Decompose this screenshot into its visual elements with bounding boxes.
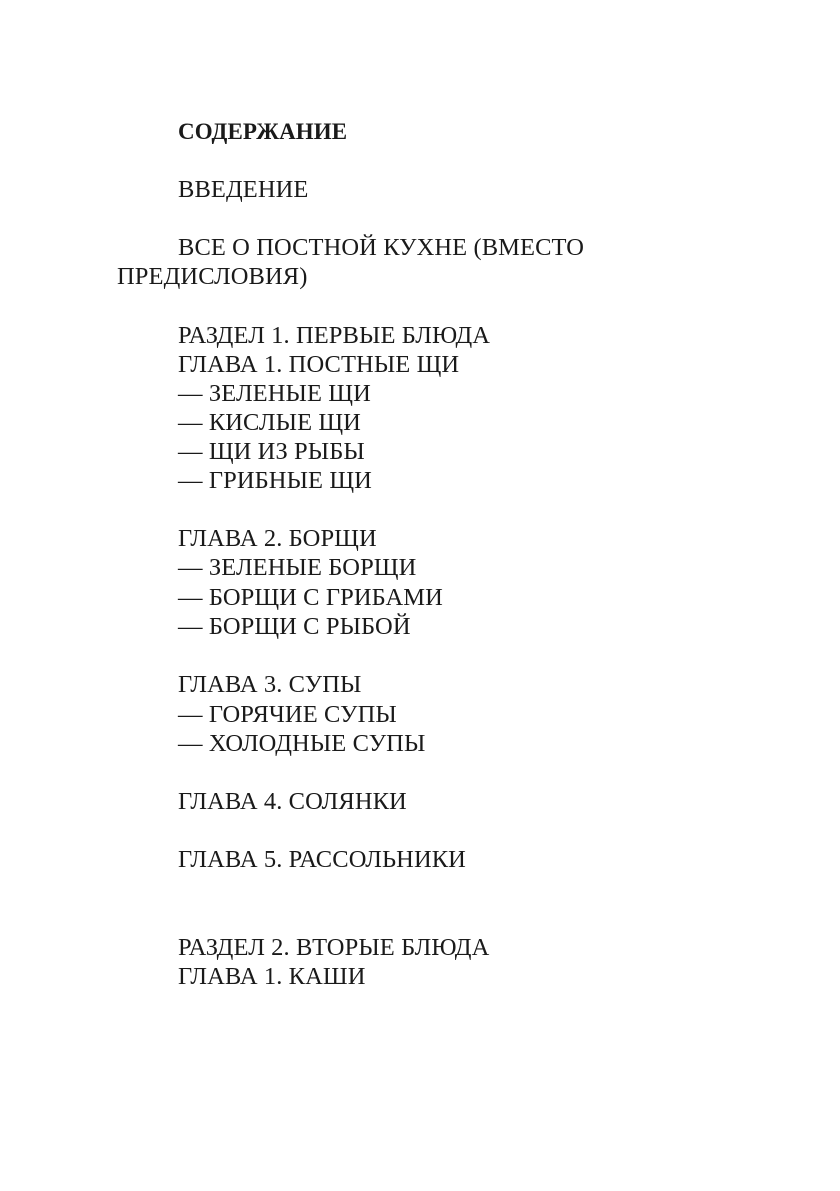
toc-item: — ЩИ ИЗ РЫБЫ	[178, 438, 365, 465]
toc-item: — ХОЛОДНЫЕ СУПЫ	[178, 730, 426, 757]
toc-item: — ГОРЯЧИЕ СУПЫ	[178, 701, 397, 728]
toc-section-2-title: РАЗДЕЛ 2. ВТОРЫЕ БЛЮДА	[178, 934, 490, 961]
toc-entry-preface: ВСЕ О ПОСТНОЙ КУХНЕ (ВМЕСТО	[178, 234, 585, 261]
toc-item: — БОРЩИ С РЫБОЙ	[178, 613, 411, 640]
toc-chapter-1-1-title: ГЛАВА 1. ПОСТНЫЕ ЩИ	[178, 351, 460, 378]
toc-item: — ЗЕЛЕНЫЕ БОРЩИ	[178, 554, 417, 581]
toc-item: — ЗЕЛЕНЫЕ ЩИ	[178, 380, 371, 407]
toc-entry-preface-continuation: ПРЕДИСЛОВИЯ)	[117, 263, 308, 290]
toc-item: — БОРЩИ С ГРИБАМИ	[178, 584, 443, 611]
toc-section-1-title: РАЗДЕЛ 1. ПЕРВЫЕ БЛЮДА	[178, 322, 491, 349]
toc-heading: СОДЕРЖАНИЕ	[178, 119, 348, 144]
toc-item: — ГРИБНЫЕ ЩИ	[178, 467, 372, 494]
toc-chapter-2-1-title: ГЛАВА 1. КАШИ	[178, 963, 366, 990]
toc-chapter-1-4-title: ГЛАВА 4. СОЛЯНКИ	[178, 788, 407, 815]
toc-item: — КИСЛЫЕ ЩИ	[178, 409, 361, 436]
toc-chapter-1-2-title: ГЛАВА 2. БОРЩИ	[178, 525, 377, 552]
toc-entry-intro: ВВЕДЕНИЕ	[178, 176, 309, 203]
toc-chapter-1-5-title: ГЛАВА 5. РАССОЛЬНИКИ	[178, 846, 466, 873]
toc-chapter-1-3-title: ГЛАВА 3. СУПЫ	[178, 671, 362, 698]
